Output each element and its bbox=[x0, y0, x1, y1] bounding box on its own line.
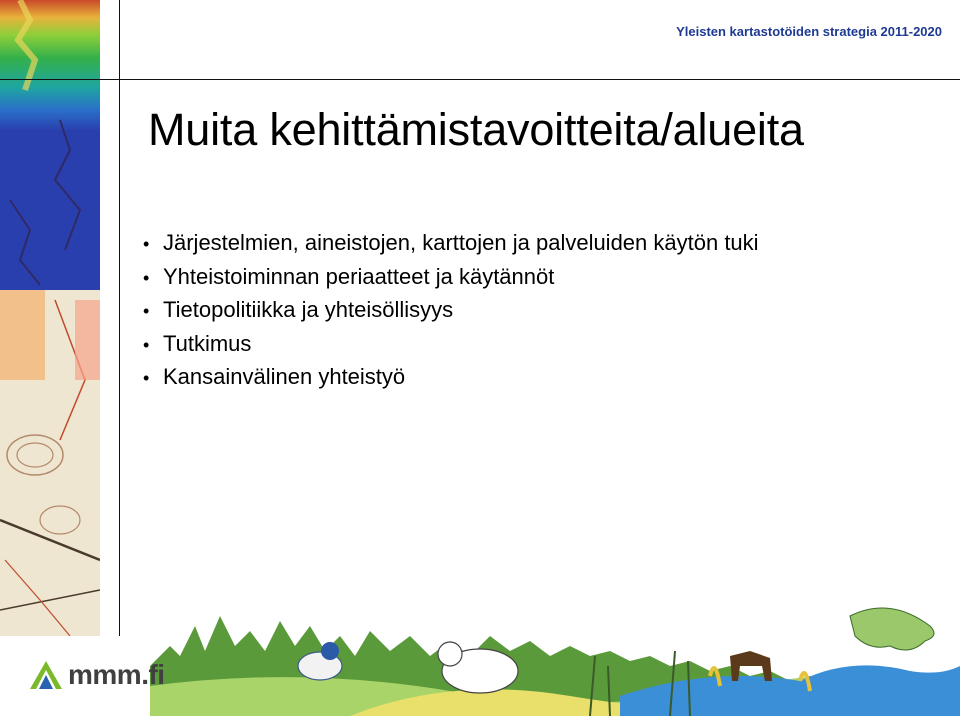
bullet-text: Kansainvälinen yhteistyö bbox=[163, 364, 406, 389]
bullet-text: Yhteistoiminnan periaatteet ja käytännöt bbox=[163, 263, 555, 289]
bullet-icon: • bbox=[143, 234, 150, 254]
bullet-text: Järjestelmien, aineistojen, karttojen ja palveluiden käytön tuki bbox=[163, 230, 759, 255]
bullet-icon: • bbox=[143, 334, 150, 355]
slide-title: Muita kehittämistavoitteita/alueita bbox=[148, 104, 804, 155]
vertical-divider bbox=[119, 0, 120, 636]
bullet-icon: • bbox=[143, 368, 150, 388]
nature-illustration-image bbox=[150, 596, 960, 716]
bullet-icon: • bbox=[143, 301, 150, 321]
mmm-logo bbox=[30, 660, 165, 690]
bullet-item bbox=[143, 294, 759, 328]
bullet-item bbox=[143, 261, 759, 295]
map-strip-image bbox=[0, 0, 100, 636]
bullet-item bbox=[143, 227, 759, 261]
mmm-triangle-logo-icon bbox=[30, 661, 62, 689]
header-title: Yleisten kartastotöiden strategia 2011-2020 bbox=[676, 24, 942, 39]
bullet-icon: • bbox=[143, 267, 150, 288]
bullet-text: Tutkimus bbox=[163, 330, 252, 356]
logo-text: mmm.fi bbox=[68, 659, 165, 690]
horizontal-divider bbox=[0, 79, 960, 80]
bullet-text: Tietopolitiikka ja yhteisöllisyys bbox=[163, 297, 454, 322]
bullet-item bbox=[143, 361, 759, 395]
bullet-list bbox=[143, 227, 759, 395]
bullet-item bbox=[143, 328, 759, 362]
